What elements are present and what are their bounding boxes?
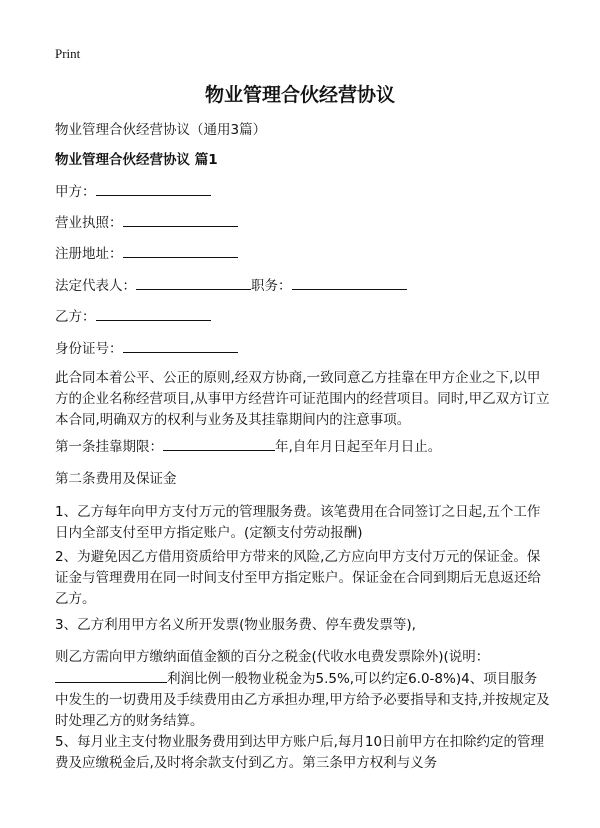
field-label: 注册地址： <box>55 246 123 262</box>
blank-line[interactable] <box>292 275 407 290</box>
article-1-label: 第一条挂靠期限： <box>55 439 163 455</box>
intro-paragraph: 此合同本着公平、公正的原则,经双方协商,一致同意乙方挂靠在甲方企业之下,以甲方的企业名称经营项目,从事甲方经营许可证范围内的经营项目。同时,甲乙双方订立本合同,明确双方的权利与业务及其挂靠期间内的注意事项。 <box>55 370 550 428</box>
print-link[interactable]: Print <box>55 46 81 61</box>
item-2: 2、为避免因乙方借用资质给甲方带来的风险,乙方应向甲方支付万元的保证金。保证金与管理费用在同一时间支付至甲方指定账户。保证金在合同到期后无息返还给乙方。 <box>55 549 541 607</box>
field-label: 甲方： <box>55 184 96 200</box>
item-3: 3、乙方利用甲方名义所开发票(物业服务费、停车费发票等), <box>55 617 416 633</box>
blank-line[interactable] <box>123 338 238 353</box>
blank-line[interactable] <box>96 306 211 321</box>
field-label: 营业执照： <box>55 215 123 231</box>
section-heading: 物业管理合伙经营协议 篇1 <box>55 152 218 168</box>
field-label: 法定代表人： <box>55 278 136 294</box>
blank-line[interactable] <box>163 436 275 451</box>
document-title: 物业管理合伙经营协议 <box>204 84 395 106</box>
item-3-tax <box>55 647 550 732</box>
field-id-number <box>55 338 550 360</box>
blank-line[interactable] <box>136 275 251 290</box>
field-party-b <box>55 306 550 328</box>
blank-line[interactable] <box>55 668 167 683</box>
field-party-a <box>55 181 550 203</box>
item-1: 1、乙方每年向甲方支付万元的管理服务费。该笔费用在合同签订之日起,五个工作日内全部支付至甲方指定账户。(定额支付劳动报酬) <box>55 504 541 541</box>
field-label: 乙方： <box>55 309 96 325</box>
blank-line[interactable] <box>123 212 238 227</box>
blank-line[interactable] <box>96 181 211 196</box>
tax-text-continued: 利润比例一般物业税金为5.5%,可以约定6.0-8%)4、项目服务中发生的一切费用及手续费用由乙方承担办理,甲方给予必要指导和支持,并按规定及时处理乙方的财务结算。 <box>55 671 550 729</box>
article-2-heading: 第二条费用及保证金 <box>55 471 177 487</box>
field-legal-rep <box>55 275 550 297</box>
item-5: 5、每月业主支付物业服务费用到达甲方账户后,每月10日前甲方在扣除约定的管理费及应缴税金后,及时将余款支付到乙方。第三条甲方权利与义务 <box>55 734 545 771</box>
field-label: 身份证号： <box>55 341 123 357</box>
field-business-license <box>55 212 550 234</box>
duty-label: 职务： <box>251 278 292 294</box>
article-1 <box>55 436 550 458</box>
tax-text: 则乙方需向甲方缴纳面值金额的百分之税金(代收水电费发票除外)(说明： <box>55 649 490 665</box>
field-registered-address <box>55 243 550 265</box>
blank-line[interactable] <box>123 243 238 258</box>
subtitle: 物业管理合伙经营协议（通用3篇） <box>55 122 267 138</box>
article-1-text: 年,自年月日起至年月日止。 <box>275 439 442 455</box>
